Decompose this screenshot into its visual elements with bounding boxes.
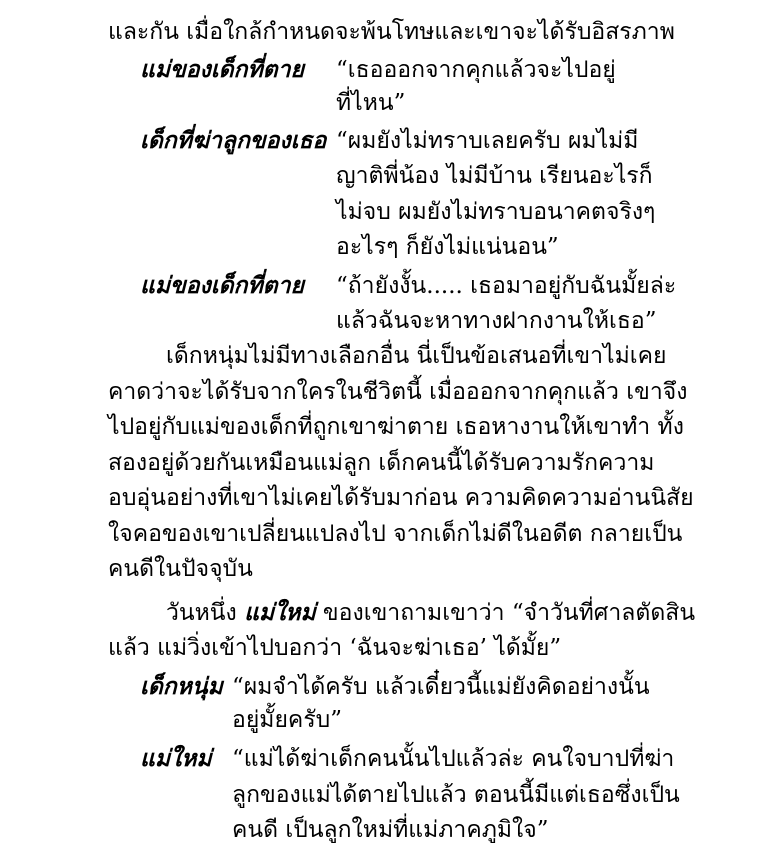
- speaker-label: เด็กหนุ่ม: [140, 673, 223, 700]
- emphasized-term: แม่ใหม่: [244, 599, 316, 626]
- dialogue-line: ไม่จบ ผมยังไม่ทราบอนาคตจริงๆ: [336, 199, 656, 225]
- paragraph-line: ใจคอของเขาเปลี่ยนแปลงไป จากเด็กไม่ดีในอดีต กลายเป็น: [108, 521, 683, 547]
- intro-line: และกัน เมื่อใกล้กำหนดจะพ้นโทษและเขาจะได้รับอิสรภาพ: [108, 19, 675, 45]
- paragraph-line: ไปอยู่กับแม่ของเด็กที่ถูกเขาฆ่าตาย เธอหางานให้เขาทำ ทั้ง: [108, 414, 684, 440]
- paragraph-line: อบอุ่นอย่างที่เขาไม่เคยได้รับมาก่อน ความคิดความอ่านนิสัย: [108, 485, 694, 511]
- dialogue-line: “เธอออกจากคุกแล้วจะไปอยู่: [336, 57, 616, 83]
- dialogue-line: แล้วฉันจะหาทางฝากงานให้เธอ”: [336, 308, 657, 334]
- speaker-label: แม่ของเด็กที่ตาย: [140, 56, 304, 83]
- paragraph-line: คนดีในปัจจุบัน: [108, 556, 253, 582]
- paragraph-line: เด็กหนุ่มไม่มีทางเลือกอื่น นี่เป็นข้อเสนอที่เขาไม่เคย: [166, 343, 667, 369]
- speaker-label: เด็กที่ฆ่าลูกของเธอ: [140, 127, 327, 154]
- paragraph-line: แล้ว แม่วิ่งเข้าไปบอกว่า ‘ฉันจะฆ่าเธอ’ ได้มั้ย”: [108, 635, 562, 661]
- dialogue-line: “ผมยังไม่ทราบเลยครับ ผมไม่มี: [336, 128, 639, 154]
- dialogue-line: “แม่ได้ฆ่าเด็กคนนั้นไปแล้วล่ะ คนใจบาปที่ฆ่า: [232, 746, 675, 772]
- dialogue-line: คนดี เป็นลูกใหม่ที่แม่ภาคภูมิใจ”: [232, 817, 549, 843]
- dialogue-line: อยู่มั้ยครับ”: [232, 707, 343, 733]
- speaker-label: แม่ของเด็กที่ตาย: [140, 272, 304, 299]
- dialogue-line: ลูกของแม่ได้ตายไปแล้ว ตอนนี้มีแต่เธอซึ่งเป็น: [232, 782, 680, 808]
- paragraph-line: [166, 597, 695, 629]
- paragraph-text: ของเขาถามเขาว่า “จำวันที่ศาลตัดสิน: [315, 600, 696, 626]
- dialogue-line: ญาติพี่น้อง ไม่มีบ้าน เรียนอะไรก็: [336, 163, 653, 189]
- dialogue-line: “ถ้ายังงั้น..... เธอมาอยู่กับฉันมั้ยล่ะ: [336, 273, 677, 299]
- speaker-label: แม่ใหม่: [140, 745, 212, 772]
- paragraph-line: สองอยู่ด้วยกันเหมือนแม่ลูก เด็กคนนี้ได้รับความรักความ: [108, 450, 655, 476]
- paragraph-text: วันหนึ่ง: [166, 600, 245, 626]
- paragraph-line: คาดว่าจะได้รับจากใครในชีวิตนี้ เมื่อออกจากคุกแล้ว เขาจึง: [108, 379, 688, 405]
- dialogue-line: “ผมจำได้ครับ แล้วเดี๋ยวนี้แม่ยังคิดอย่างนั้น: [232, 674, 650, 700]
- dialogue-line: อะไรๆ ก็ยังไม่แน่นอน”: [336, 234, 559, 260]
- dialogue-line: ที่ไหน”: [336, 90, 406, 116]
